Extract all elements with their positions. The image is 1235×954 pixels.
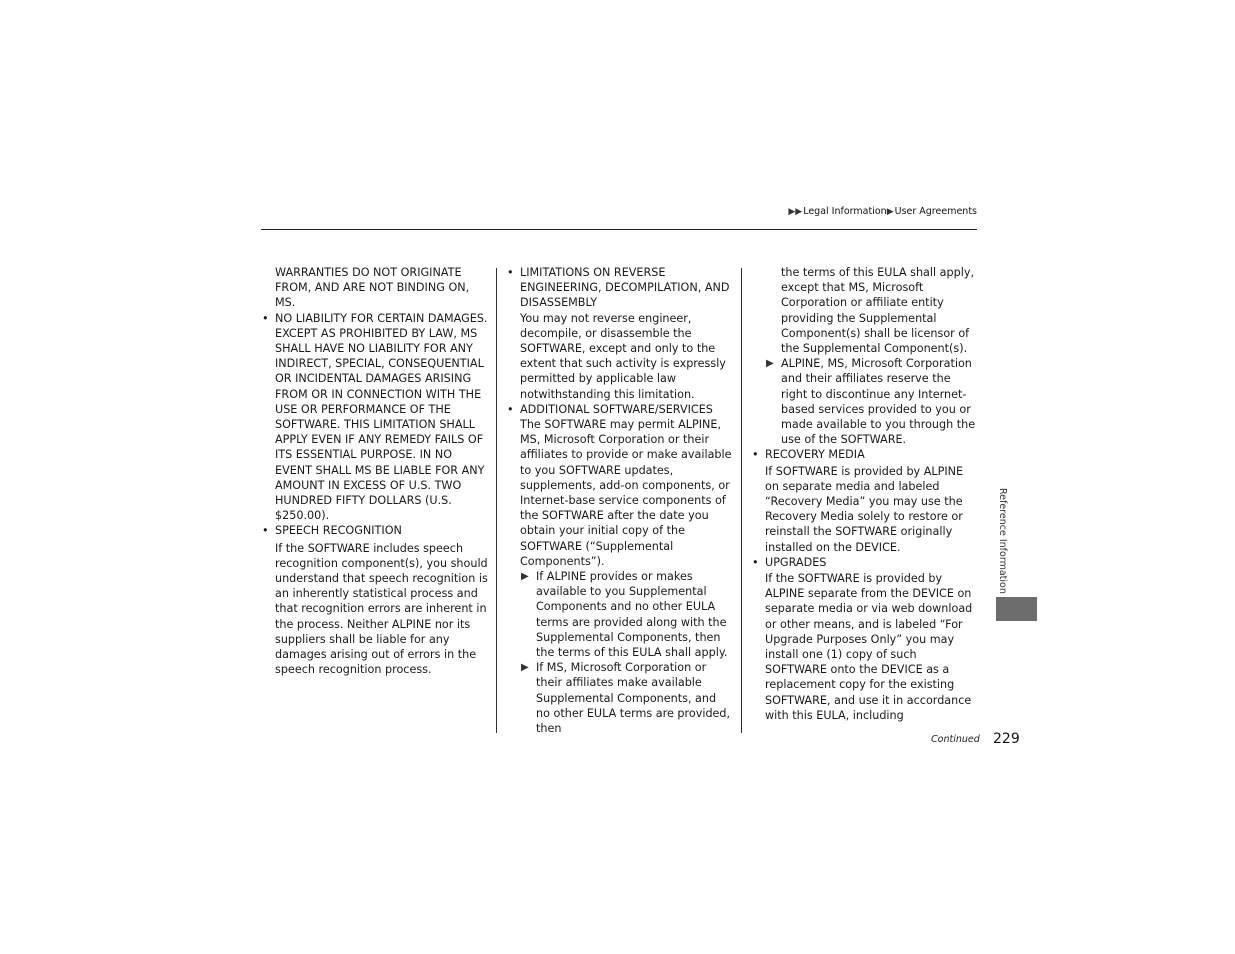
sub-item-alpine-supplemental [506,569,732,660]
continued-paragraph: WARRANTIES DO NOT ORIGINATE FROM, AND ARE NOT BINDING ON, MS. [275,266,470,310]
page-number: 229 [993,731,1020,747]
column-divider-1 [496,268,497,733]
continued-paragraph: the terms of this EULA shall apply, except that MS, Microsoft Corporation or affiliate entity providing the Supplemental Component(s) shall be licensor of the Supplemental Component(s). [781,266,975,356]
sub-item-ms-supplemental [506,660,732,736]
column-2 [506,265,732,736]
sub-item-text: If MS, Microsoft Corporation or their affiliates make available Supplemental Components, and no other EULA terms are provided, then [536,661,731,736]
sub-item-text: If ALPINE provides or makes available to you Supplemental Components and no other EULA terms are provided along with the Supplemental Components, then the terms of this EULA shall apply. [536,570,728,660]
sub-item-internet-services [751,356,977,447]
bullet-additional-software-title: • ADDITIONAL SOFTWARE/SERVICES [506,402,732,417]
continued-label: Continued [931,734,980,745]
side-tab-label[interactable]: Reference Information [997,488,1008,594]
reverse-engineering-body: You may not reverse engineer, decompile, or disassemble the SOFTWARE, except and only to the extent that such activity is expressly permitted by applicable law notwithstanding this limitation. [520,311,726,401]
bullet-speech-recognition-title: • SPEECH RECOGNITION [261,523,491,538]
bullet-no-liability: • NO LIABILITY FOR CERTAIN DAMAGES. EXCEPT AS PROHIBITED BY LAW, MS SHALL HAVE NO LIABILITY FOR ANY INDIRECT, SPECIAL, CONSEQUENTIAL OR INCIDENTAL DAMAGES ARISING FROM OR IN CONNECTION WITH THE USE OR PERFORMANCE OF THE SOFTWARE. THIS LIMITATION SHALL APPLY EVEN IF ANY REMEDY FAILS OF ITS ESSENTIAL PURPOSE. IN NO EVENT SHALL MS BE LIABLE FOR ANY AMOUNT IN EXCESS OF U.S. TWO HUNDRED FIFTY DOLLARS (U.S. $250.00). [261,311,491,524]
recovery-media-body: If SOFTWARE is provided by ALPINE on separate media and labeled “Recovery Media” you may use the Recovery Media solely to restore or reinstall the SOFTWARE originally installed on the DEVICE. [765,464,964,554]
column-1 [261,265,491,677]
breadcrumb-double-arrow-icon: ▶▶ [788,207,803,217]
bullet-reverse-engineering-title: • LIMITATIONS ON REVERSE ENGINEERING, DECOMPILATION, AND DISASSEMBLY [506,265,732,311]
column-divider-2 [741,268,742,733]
bullet-recovery-media-title: • RECOVERY MEDIA [751,447,977,462]
upgrades-body: If the SOFTWARE is provided by ALPINE separate from the DEVICE on separate media or via web download or other means, and is labeled “For Upgrade Purposes Only” you may install one (1) copy of such SOFTWARE onto the DEVICE as a replacement copy for the existing SOFTWARE, and use it in accordance with this EULA, including [765,572,973,722]
header-rule [261,229,977,230]
arrow-icon: ▶ [521,571,529,583]
arrow-icon: ▶ [766,358,774,370]
arrow-icon: ▶ [521,662,529,674]
sub-item-text: ALPINE, MS, Microsoft Corporation and their affiliates reserve the right to discontinue any Internet-based services provided to you or made available to you through the use of the SOFTWARE. [781,357,976,447]
column-3 [751,265,977,723]
bullet-upgrades-title: • UPGRADES [751,555,977,570]
additional-software-body: The SOFTWARE may permit ALPINE, MS, Microsoft Corporation or their affiliates to provide or make available to you SOFTWARE updates, supplements, add-on components, or Internet-base service components of the SOFTWARE after the date you obtain your initial copy of the SOFTWARE (“Supplemental Components”). [520,418,732,568]
breadcrumb [788,206,977,217]
side-tab-marker[interactable] [996,597,1037,621]
breadcrumb-arrow-icon: ▶ [886,207,894,217]
breadcrumb-page[interactable]: User Agreements [894,206,977,217]
speech-recognition-body: If the SOFTWARE includes speech recognition component(s), you should understand that speech recognition is an inherently statistical process and that recognition errors are inherent in the process. Neither ALPINE nor its suppliers shall be liable for any damages arising out of errors in the speech recognition process. [275,541,488,677]
breadcrumb-section[interactable]: Legal Information [803,206,887,217]
